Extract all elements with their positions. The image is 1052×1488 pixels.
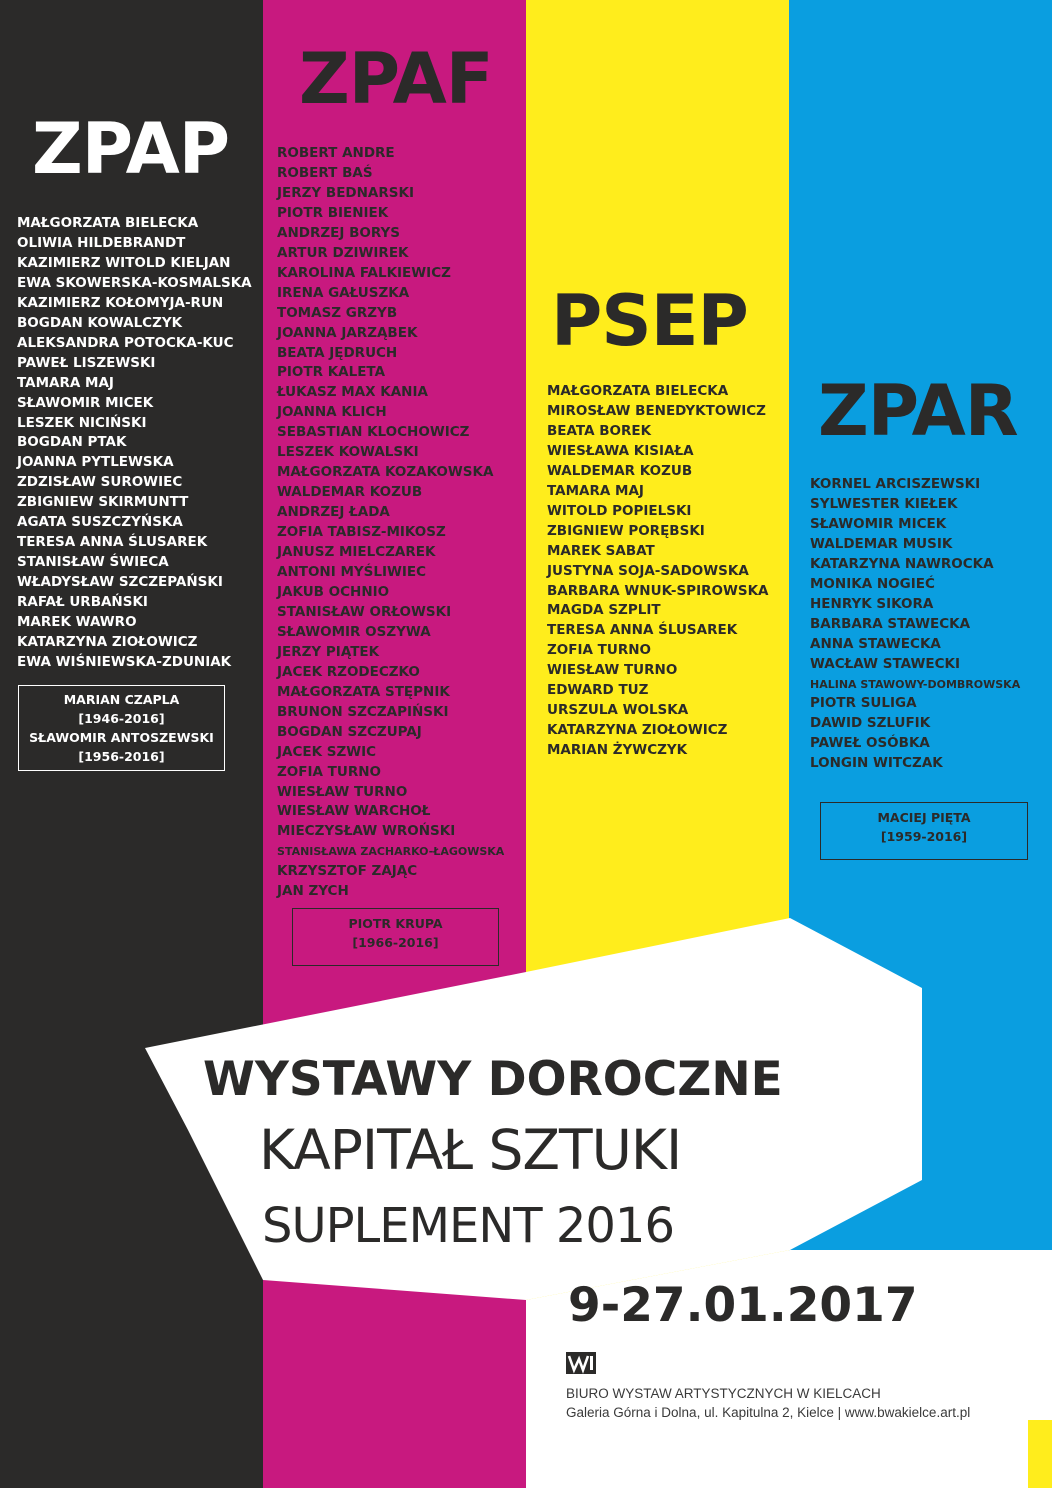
artist-name: TERESA ANNA ŚLUSAREK [547,622,738,639]
memorial-line: [1956-2016] [78,749,165,764]
artist-name: TAMARA MAJ [17,374,114,391]
artist-name: ARTUR DZIWIREK [277,244,409,261]
artist-name: WIESŁAW TURNO [547,662,678,679]
artist-name: LESZEK NICIŃSKI [17,414,147,431]
artist-name: JANUSZ MIELCZAREK [277,544,436,561]
artist-name: WIESŁAWA KISIAŁA [547,442,694,459]
artist-name: ZBIGNIEW PORĘBSKI [547,522,705,539]
zpar-memorial-box [820,802,1028,860]
artist-name: MARIAN ŻYWCZYK [547,742,688,759]
artist-name: PAWEŁ OSÓBKA [810,735,930,752]
artist-name: BOGDAN SZCZUPAJ [277,723,422,740]
artist-name: JUSTYNA SOJA-SADOWSKA [547,562,749,579]
artist-name: SŁAWOMIR MICEK [810,515,947,532]
zpaf-names-list [277,144,504,902]
artist-name: ANNA STAWECKA [810,635,941,652]
artist-name: ŁUKASZ MAX KANIA [277,384,428,401]
zpar-names-list [810,475,1020,774]
artist-name: KORNEL ARCISZEWSKI [810,476,981,492]
artist-name: ZDZISŁAW SUROWIEC [17,474,183,491]
memorial-line: [1946-2016] [78,711,165,726]
artist-name: SŁAWOMIR OSZYWA [277,623,431,640]
artist-name: LONGIN WITCZAK [810,755,943,772]
artist-name: WACŁAW STAWECKI [810,655,960,672]
artist-name: MAŁGORZATA STĘPNIK [277,683,450,700]
artist-name: PIOTR BIENIEK [277,204,389,221]
memorial-line: MACIEJ PIĘTA [877,810,971,825]
artist-name: MAŁGORZATA KOZAKOWSKA [277,464,494,481]
artist-name: JOANNA JARZĄBEK [277,324,418,341]
memorial-line: SŁAWOMIR ANTOSZEWSKI [29,730,214,745]
artist-name: PAWEŁ LISZEWSKI [17,354,156,371]
title-line-3: SUPLEMENT 2016 [262,1198,674,1254]
artist-name: SŁAWOMIR MICEK [17,394,154,411]
artist-name: WŁADYSŁAW SZCZEPAŃSKI [17,574,223,591]
artist-name: BARBARA WNUK-SPIROWSKA [547,582,769,599]
artist-name: TERESA ANNA ŚLUSAREK [17,534,208,551]
artist-name: STANISŁAWA ZACHARKO-ŁAGOWSKA [277,845,505,859]
artist-name: KATARZYNA ZIOŁOWICZ [547,722,728,739]
artist-name: ANTONI MYŚLIWIEC [277,564,427,581]
artist-name: MAŁGORZATA BIELECKA [17,215,199,231]
zpaf-heading: ZPAF [299,38,493,120]
artist-name: JACEK SZWIC [277,743,377,760]
memorial-line: MARIAN CZAPLA [63,692,180,707]
artist-name: AGATA SUSZCZYŃSKA [17,514,183,531]
artist-name: MIROSŁAW BENEDYKTOWICZ [547,402,766,419]
artist-name: ZOFIA TURNO [277,763,381,780]
artist-name: JAKUB OCHNIO [277,583,390,600]
artist-name: KAZIMIERZ KOŁOMYJA-RUN [17,294,224,311]
artist-name: BEATA JĘDRUCH [277,344,398,361]
zpap-memorial-box [18,685,225,771]
artist-name: MAREK WAWRO [17,614,137,631]
artist-name: ALEKSANDRA POTOCKA-KUC [17,334,234,351]
artist-name: URSZULA WOLSKA [547,702,689,719]
artist-name: MAŁGORZATA BIELECKA [547,383,729,399]
artist-name: BOGDAN KOWALCZYK [17,314,183,331]
memorial-line: [1959-2016] [880,829,968,844]
psep-names-list [547,382,769,761]
artist-name: EWA WIŚNIEWSKA-ZDUNIAK [17,653,232,670]
artist-name: EWA SKOWERSKA-KOSMALSKA [17,274,252,291]
artist-name: RAFAŁ URBAŃSKI [17,594,148,611]
artist-name: ROBERT BAŚ [277,164,373,181]
artist-name: HENRYK SIKORA [810,595,934,612]
artist-name: JERZY PIĄTEK [277,643,380,660]
artist-name: ANDRZEJ ŁADA [277,504,390,521]
zpap-names-list [17,214,252,673]
psep-heading: PSEP [551,280,748,362]
artist-name: TAMARA MAJ [547,482,644,499]
artist-name: TOMASZ GRZYB [277,304,398,321]
artist-name: BEATA BOREK [547,422,652,439]
artist-name: MAREK SABAT [547,542,655,559]
title-line-1: WYSTAWY DOROCZNE [203,1052,783,1107]
artist-name: IRENA GAŁUSZKA [277,284,410,301]
artist-name: JERZY BEDNARSKI [277,184,414,201]
artist-name: MAGDA SZPLIT [547,602,661,619]
artist-name: KATARZYNA ZIOŁOWICZ [17,634,198,651]
artist-name: OLIWIA HILDEBRANDT [17,234,186,251]
footer-organization: BIURO WYSTAW ARTYSTYCZNYCH W KIELCACH [566,1386,881,1401]
artist-name: STANISŁAW ŚWIECA [17,554,169,571]
artist-name: JOANNA PYTLEWSKA [17,454,174,471]
artist-name: LESZEK KOWALSKI [277,444,419,461]
artist-name: MONIKA NOGIEĆ [810,575,935,592]
artist-name: BRUNON SZCZAPIŃSKI [277,703,449,720]
artist-name: EDWARD TUZ [547,682,649,699]
artist-name: ZBIGNIEW SKIRMUNTT [17,494,189,511]
artist-name: SYLWESTER KIEŁEK [810,495,958,512]
artist-name: WALDEMAR KOZUB [277,484,423,501]
artist-name: JOANNA KLICH [277,404,387,421]
memorial-line: [1966-2016] [352,935,439,950]
artist-name: WIESŁAW WARCHOŁ [277,803,431,820]
yellow-corner-bar [1028,1420,1052,1488]
artist-name: WALDEMAR KOZUB [547,462,693,479]
artist-name: DAWID SZLUFIK [810,715,931,732]
bwa-logo-icon [566,1352,596,1374]
artist-name: BOGDAN PTAK [17,434,127,451]
artist-name: KRZYSZTOF ZAJĄC [277,863,418,880]
artist-name: ANDRZEJ BORYS [277,224,401,241]
artist-name: ZOFIA TURNO [547,642,651,659]
artist-name: ZOFIA TABISZ-MIKOSZ [277,524,446,541]
artist-name: ROBERT ANDRE [277,145,395,161]
title-line-2: KAPITAŁ SZTUKI [259,1118,682,1182]
artist-name: KAROLINA FALKIEWICZ [277,264,451,281]
artist-name: HALINA STAWOWY-DOMBROWSKA [810,677,1021,691]
zpar-heading: ZPAR [818,370,1018,452]
footer-address: Galeria Górna i Dolna, ul. Kapitulna 2, Kielce | www.bwakielce.art.pl [566,1405,971,1420]
artist-name: WIESŁAW TURNO [277,783,408,800]
artist-name: STANISŁAW ORŁOWSKI [277,603,452,620]
artist-name: PIOTR SULIGA [810,695,917,712]
artist-name: MIECZYSŁAW WROŃSKI [277,823,456,840]
zpaf-memorial-box [292,908,499,966]
artist-name: KAZIMIERZ WITOLD KIELJAN [17,254,231,271]
artist-name: JACEK RZODECZKO [277,663,420,680]
memorial-line: PIOTR KRUPA [348,916,443,931]
artist-name: KATARZYNA NAWROCKA [810,555,994,572]
zpap-heading: ZPAP [32,108,230,190]
artist-name: WITOLD POPIELSKI [547,502,692,519]
artist-name: WALDEMAR MUSIK [810,535,953,552]
artist-name: PIOTR KALETA [277,364,386,381]
artist-name: SEBASTIAN KLOCHOWICZ [277,424,470,441]
artist-name: JAN ZYCH [277,883,349,900]
artist-name: BARBARA STAWECKA [810,615,971,632]
exhibition-date: 9-27.01.2017 [568,1278,918,1333]
